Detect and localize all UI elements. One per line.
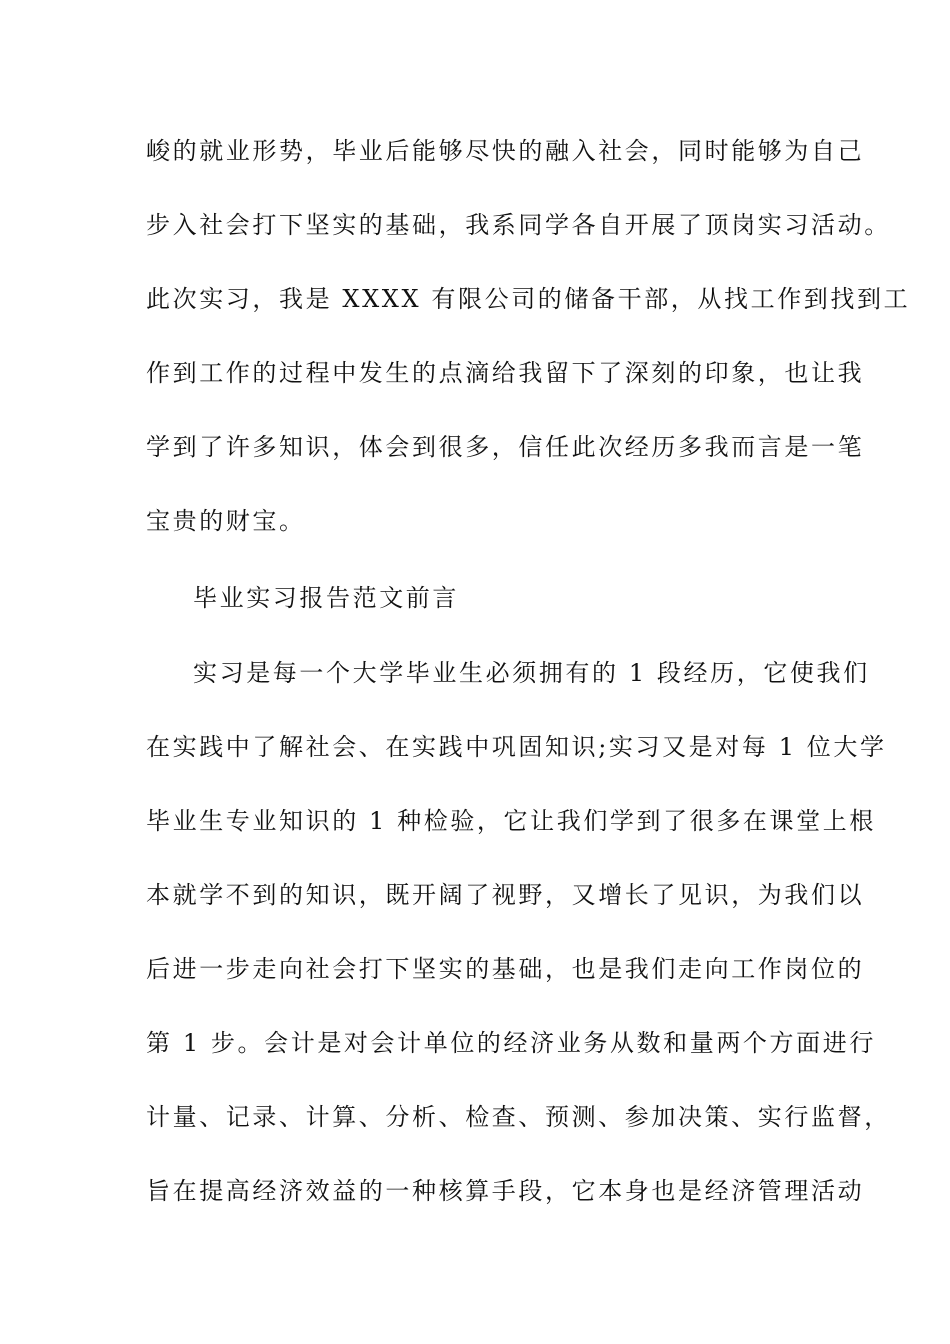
- paragraph-line: 作到工作的过程中发生的点滴给我留下了深刻的印象，也让我: [146, 359, 865, 387]
- paragraph-line: 实习是每一个大学毕业生必须拥有的 1 段经历，它使我们: [193, 659, 870, 687]
- paragraph-line: 步入社会打下坚实的基础，我系同学各自开展了顶岗实习活动。: [146, 211, 891, 239]
- paragraph-line: 在实践中了解社会、在实践中巩固知识;实习又是对每 1 位大学: [146, 733, 887, 761]
- paragraph-line: 此次实习，我是 XXXX 有限公司的储备干部，从找工作到找到工: [146, 285, 911, 313]
- paragraph-line: 学到了许多知识，体会到很多，信任此次经历多我而言是一笔: [146, 433, 865, 461]
- paragraph-line: 宝贵的财宝。: [146, 507, 306, 535]
- paragraph-line: 峻的就业形势，毕业后能够尽快的融入社会，同时能够为自己: [146, 137, 865, 165]
- paragraph-line: 后进一步走向社会打下坚实的基础，也是我们走向工作岗位的: [146, 955, 865, 983]
- paragraph-line: 毕业生专业知识的 1 种检验，它让我们学到了很多在课堂上根: [146, 807, 876, 835]
- paragraph-line: 计量、记录、计算、分析、检查、预测、参加决策、实行监督，: [146, 1103, 891, 1131]
- paragraph-line: 本就学不到的知识，既开阔了视野，又增长了见识，为我们以: [146, 881, 865, 909]
- section-heading: 毕业实习报告范文前言: [193, 584, 459, 612]
- paragraph-line: 第 1 步。会计是对会计单位的经济业务从数和量两个方面进行: [146, 1029, 876, 1057]
- paragraph-line: 旨在提高经济效益的一种核算手段，它本身也是经济管理活动: [146, 1177, 865, 1205]
